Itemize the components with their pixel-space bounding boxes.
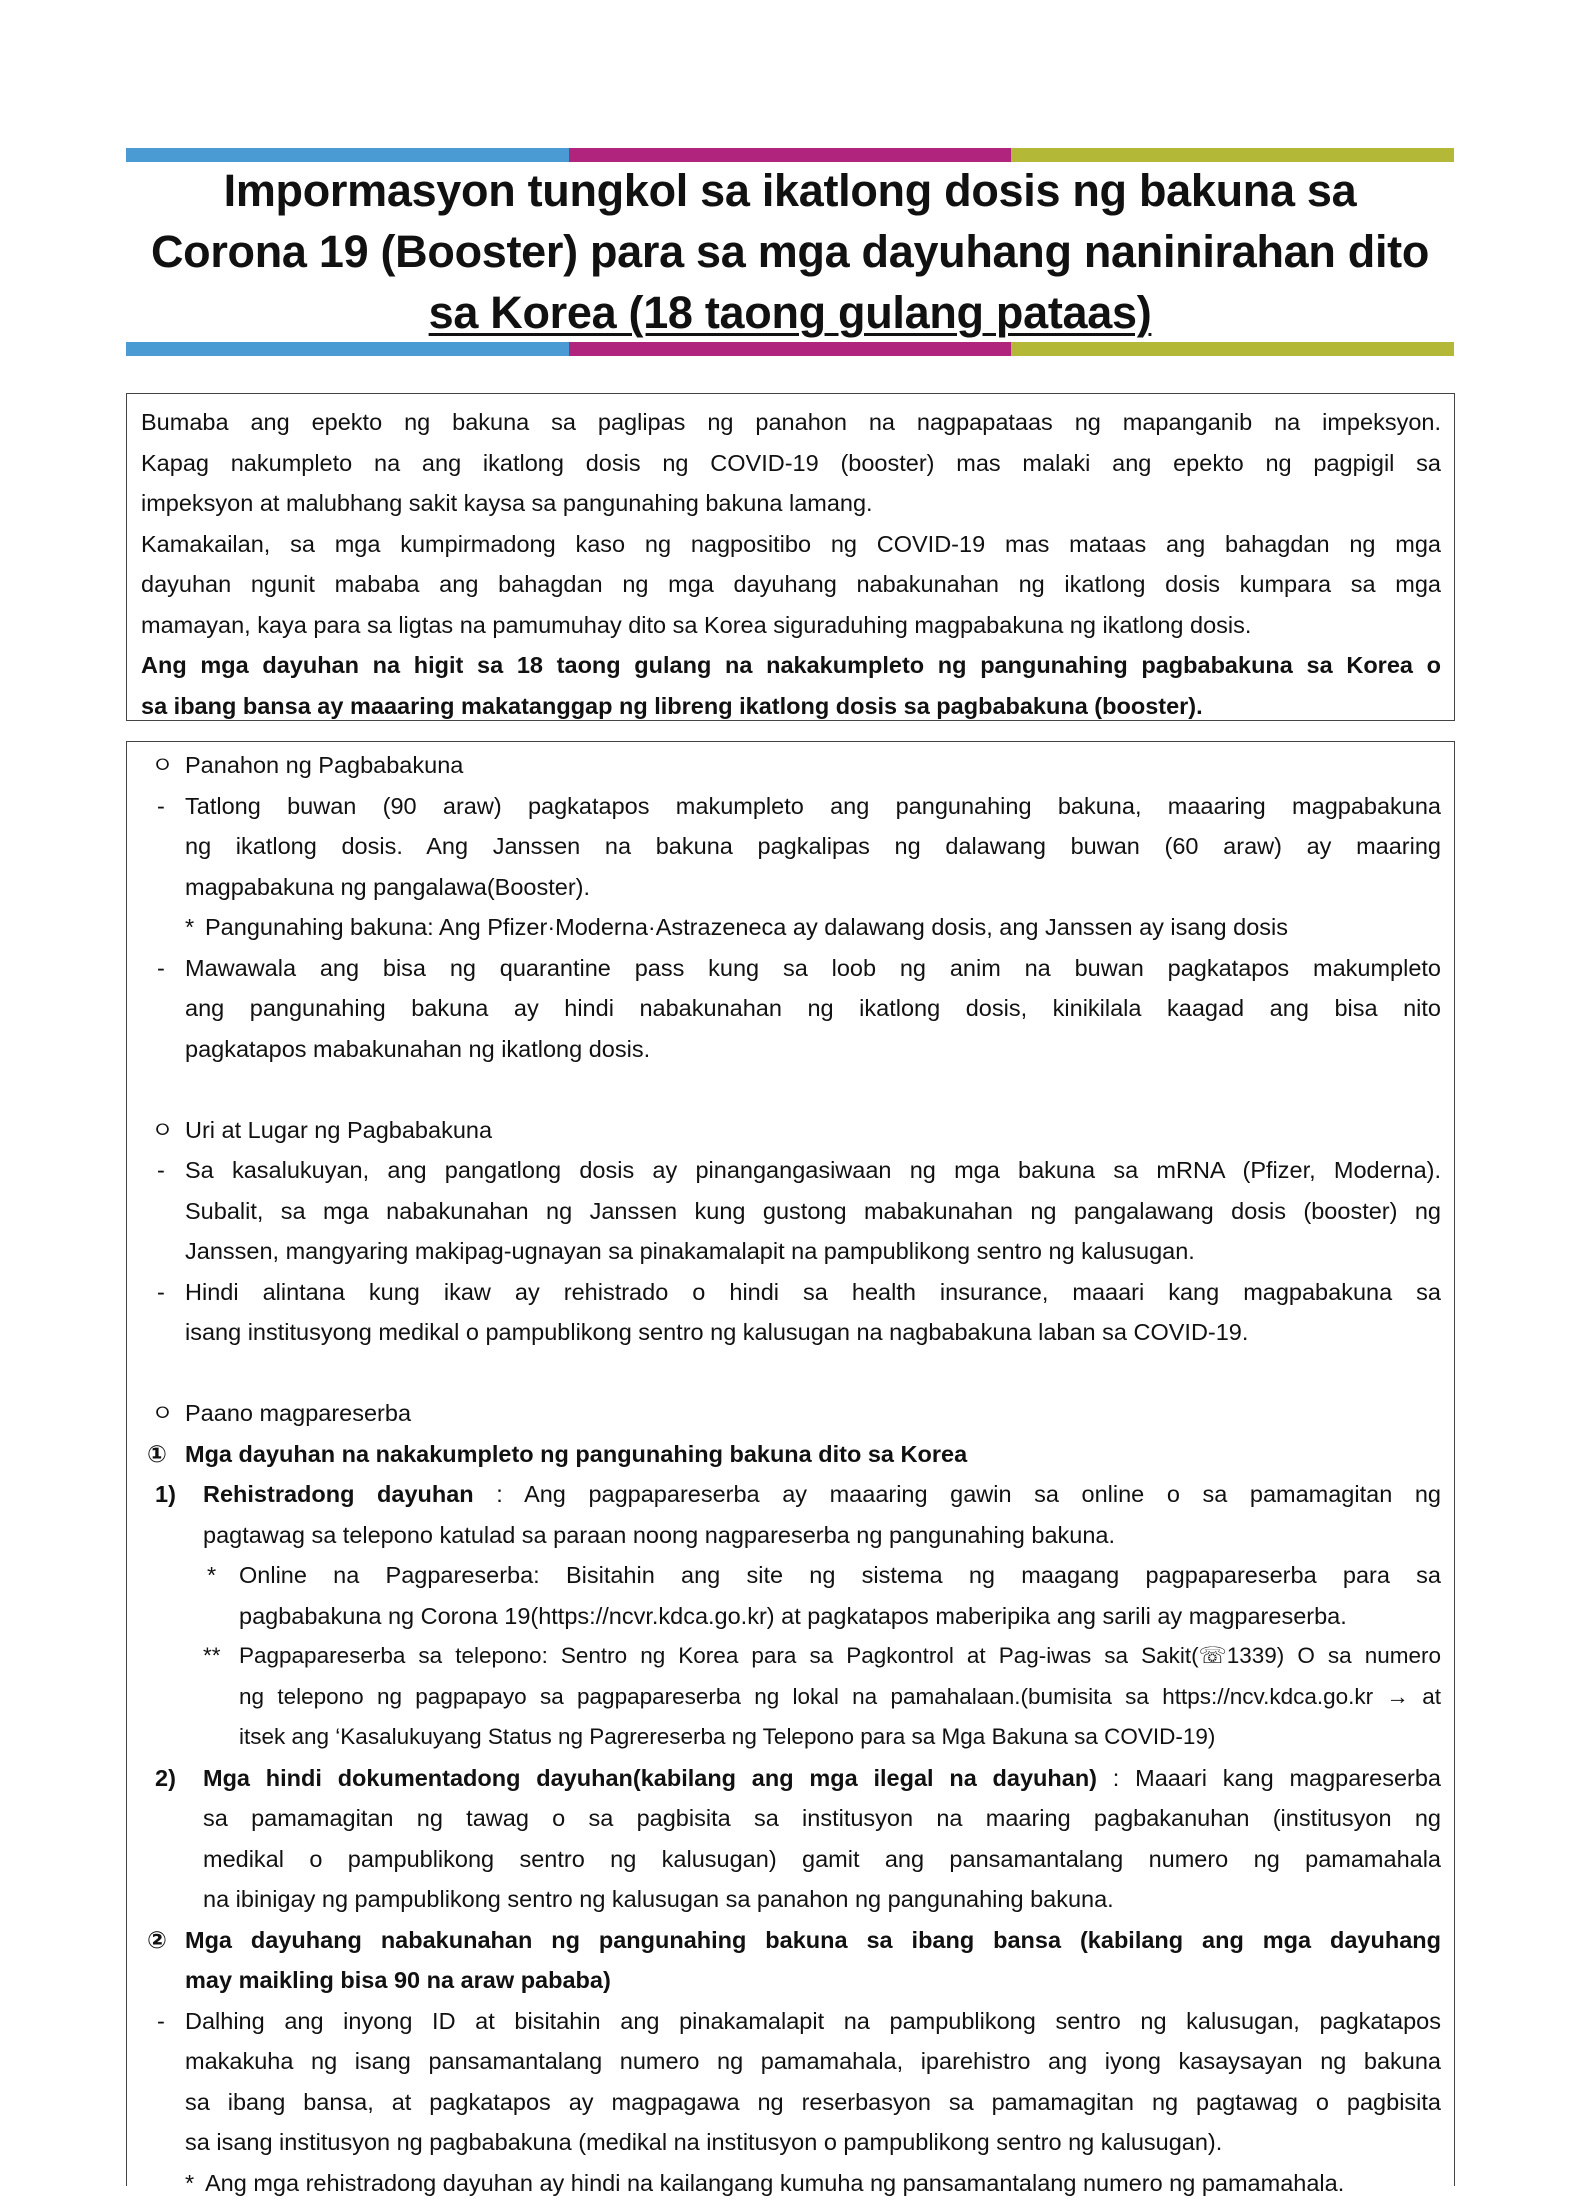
asterisk-icon: *	[185, 2163, 194, 2203]
continued-line: isang institusyong medikal o pampublikong sentro ng kalusugan na nagbabakuna laban sa COVID-19.	[147, 1312, 1441, 1353]
circle-bullet-icon: ㅇ	[151, 1393, 174, 1434]
star-note	[147, 2163, 1441, 2203]
star-note	[147, 1555, 1441, 1596]
star-note	[147, 1636, 1441, 1677]
item-text: : Ang pagpapareserba ay maaaring gawin sa online o sa pamamagitan ng	[474, 1481, 1441, 1507]
dash-bullet-icon: -	[157, 786, 165, 827]
spacer	[147, 1069, 1441, 1110]
dash-item-text: Hindi alintana kung ikaw ay rehistrado o hindi sa health insurance, maaari kang magpabakuna sa	[185, 1279, 1441, 1305]
intro-line: Bumaba ang epekto ng bakuna sa paglipas ng panahon na nagpapataas ng mapanganib na impeksyon.	[141, 402, 1441, 443]
continued-line: magpabakuna ng pangalawa(Booster).	[147, 867, 1441, 908]
star-note-text: Ang mga rehistradong dayuhan ay hindi na kailangang kumuha ng pansamantalang numero ng pamamahala.	[205, 2170, 1344, 2196]
circle-bullet-icon: ㅇ	[151, 1110, 174, 1151]
dash-bullet-icon: -	[157, 1150, 165, 1191]
group-heading-text: Mga dayuhan na nakakumpleto ng pangunahing bakuna dito sa Korea	[185, 1441, 967, 1467]
dash-item	[147, 2001, 1441, 2042]
bar-segment-blue	[126, 342, 569, 356]
continued-line: Janssen, mangyaring makipag-ugnayan sa pinakamalapit na pampublikong sentro ng kalusugan.	[147, 1231, 1441, 1272]
dash-item	[147, 1150, 1441, 1191]
section-heading-text: Uri at Lugar ng Pagbabakuna	[185, 1117, 492, 1143]
intro-line: dayuhan ngunit mababa ang bahagdan ng mga dayuhang nabakunahan ng ikatlong dosis kumpara sa mga	[141, 564, 1441, 605]
page-title	[126, 160, 1454, 343]
group-heading-cont: may maikling bisa 90 na araw pababa)	[147, 1960, 1441, 2001]
intro-line: Kapag nakumpleto na ang ikatlong dosis ng COVID-19 (booster) mas malaki ang epekto ng pagpigil sa	[141, 443, 1441, 484]
dash-item	[147, 786, 1441, 827]
continued-line: na ibinigay ng pampublikong sentro ng kalusugan sa panahon ng pangunahing bakuna.	[147, 1879, 1441, 1920]
dash-item	[147, 948, 1441, 989]
dash-item-text: Mawawala ang bisa ng quarantine pass kung sa loob ng anim na buwan pagkatapos makumpleto	[185, 955, 1441, 981]
star-note	[147, 907, 1441, 948]
intro-line: mamayan, kaya para sa ligtas na pamumuhay dito sa Korea siguraduhing magpabakuna ng ikatlong dosis.	[141, 605, 1441, 646]
title-line: Corona 19 (Booster) para sa mga dayuhang naninirahan dito	[126, 221, 1454, 282]
intro-line: impeksyon at malubhang sakit kaysa sa pangunahing bakuna lamang.	[141, 483, 1441, 524]
continued-line: sa ibang bansa, at pagkatapos ay magpagawa ng reserbasyon sa pamamagitan ng pagtawag o pagbisita	[147, 2082, 1441, 2123]
bar-segment-magenta	[569, 342, 1012, 356]
group-heading	[147, 1920, 1441, 1961]
spacer	[147, 1353, 1441, 1394]
dash-bullet-icon: -	[157, 1272, 165, 1313]
circled-two-icon: ②	[147, 1920, 167, 1961]
dash-item	[147, 1272, 1441, 1313]
bar-segment-olive	[1011, 342, 1454, 356]
circle-bullet-icon: ㅇ	[151, 745, 174, 786]
item-text: : Maaari kang magpareserba	[1097, 1765, 1441, 1791]
section-heading	[147, 1110, 1441, 1151]
continued-line: makakuha ng isang pansamantalang numero ng pamamahala, iparehistro ang iyong kasaysayan ng bakuna	[147, 2041, 1441, 2082]
bottom-color-bar	[126, 342, 1454, 356]
intro-bold-line: sa ibang bansa ay maaaring makatanggap ng libreng ikatlong dosis sa pagbabakuna (booster).	[141, 686, 1441, 727]
continued-line: ng ikatlong dosis. Ang Janssen na bakuna pagkalipas ng dalawang buwan (60 araw) ay maaring	[147, 826, 1441, 867]
item-label: Mga hindi dokumentadong dayuhan(kabilang ang mga ilegal na dayuhan)	[203, 1765, 1097, 1791]
intro-bold-line: Ang mga dayuhan na higit sa 18 taong gulang na nakakumpleto ng pangunahing pagbabakuna sa Korea o	[141, 645, 1441, 686]
content-box	[126, 741, 1455, 2186]
star-note-text: Pangunahing bakuna: Ang Pfizer·Moderna·Astrazeneca ay dalawang dosis, ang Janssen ay isang dosis	[205, 914, 1288, 940]
section-heading	[147, 1393, 1441, 1434]
continued-line: pagbabakuna ng Corona 19(https://ncvr.kdca.go.kr) at pagkatapos maberipika ang sarili ay magpareserba.	[147, 1596, 1441, 1637]
dash-item-text: Dalhing ang inyong ID at bisitahin ang pinakamalapit na pampublikong sentro ng kalusugan, pagkatapos	[185, 2008, 1441, 2034]
section-heading-text: Paano magpareserba	[185, 1400, 411, 1426]
group-heading	[147, 1434, 1441, 1475]
circled-one-icon: ①	[147, 1434, 167, 1475]
continued-line: itsek ang ‘Kasalukuyang Status ng Pagrereserba ng Telepono para sa Mga Bakuna sa COVID-19)	[147, 1717, 1441, 1758]
asterisk-icon: *	[185, 907, 194, 948]
dash-item-text: Sa kasalukuyan, ang pangatlong dosis ay pinangangasiwaan ng mga bakuna sa mRNA (Pfizer, Moderna).	[185, 1157, 1441, 1183]
item-number: 2)	[155, 1758, 176, 1799]
section-heading-text: Panahon ng Pagbabakuna	[185, 752, 463, 778]
dash-item-text: Tatlong buwan (90 araw) pagkatapos makumpleto ang pangunahing bakuna, maaaring magpabakuna	[185, 793, 1441, 819]
continued-line: sa pamamagitan ng tawag o sa pagbisita sa institusyon na maaring pagbakanuhan (institusyon ng	[147, 1798, 1441, 1839]
section-heading	[147, 745, 1441, 786]
item-label: Rehistradong dayuhan	[203, 1481, 474, 1507]
title-line: Impormasyon tungkol sa ikatlong dosis ng bakuna sa	[126, 160, 1454, 221]
item-number: 1)	[155, 1474, 176, 1515]
asterisk-icon: *	[207, 1555, 216, 1596]
continued-line: ang pangunahing bakuna ay hindi nabakunahan ng ikatlong dosis, kinikilala kaagad ang bisa nito	[147, 988, 1441, 1029]
continued-line: pagkatapos mabakunahan ng ikatlong dosis.	[147, 1029, 1441, 1070]
continued-line: ng telepono ng pagpapayo sa pagpapareserba ng lokal na pamahalaan.(bumisita sa https://ncv.kdca.go.kr → at	[147, 1677, 1441, 1718]
continued-line: medikal o pampublikong sentro ng kalusugan) gamit ang pansamantalang numero ng pamamahala	[147, 1839, 1441, 1880]
continued-line: pagtawag sa telepono katulad sa paraan noong nagpareserba ng pangunahing bakuna.	[147, 1515, 1441, 1556]
intro-box	[126, 393, 1455, 721]
numbered-item	[147, 1474, 1441, 1515]
double-asterisk-icon: **	[203, 1636, 221, 1677]
dash-bullet-icon: -	[157, 948, 165, 989]
star-note-text: Pagpapareserba sa telepono: Sentro ng Korea para sa Pagkontrol at Pag-iwas sa Sakit(☏1339) O sa numero	[239, 1643, 1441, 1668]
numbered-item	[147, 1758, 1441, 1799]
intro-line: Kamakailan, sa mga kumpirmadong kaso ng nagpositibo ng COVID-19 mas mataas ang bahagdan ng mga	[141, 524, 1441, 565]
continued-line: sa isang institusyon ng pagbabakuna (medikal na institusyon o pampublikong sentro ng kalusugan).	[147, 2122, 1441, 2163]
dash-bullet-icon: -	[157, 2001, 165, 2042]
group-heading-text: Mga dayuhang nabakunahan ng pangunahing bakuna sa ibang bansa (kabilang ang mga dayuhang	[185, 1927, 1441, 1953]
star-note-text: Online na Pagpareserba: Bisitahin ang site ng sistema ng maagang pagpapareserba para sa	[239, 1562, 1441, 1588]
title-line: sa Korea (18 taong gulang pataas)	[126, 282, 1454, 343]
continued-line: Subalit, sa mga nabakunahan ng Janssen kung gustong mabakunahan ng pangalawang dosis (booster) ng	[147, 1191, 1441, 1232]
